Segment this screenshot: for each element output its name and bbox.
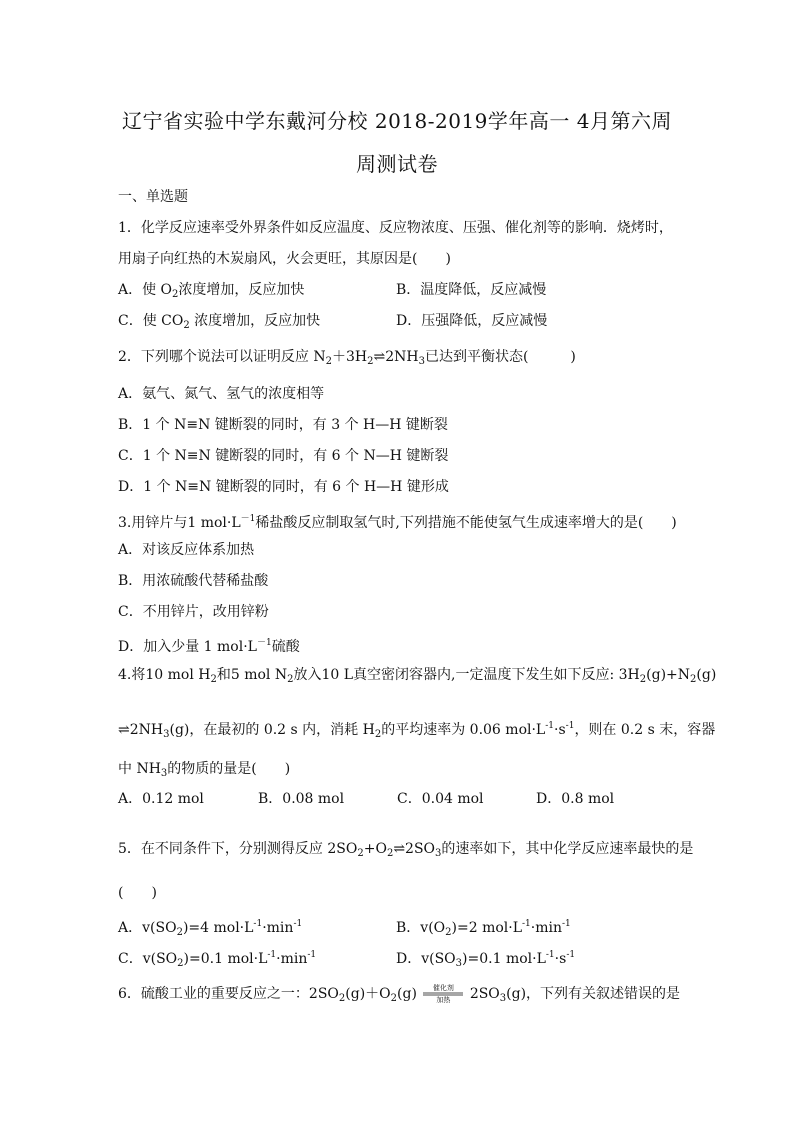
q2-option-d: D．1 个 N≡N 键断裂的同时，有 6 个 H—H 键形成 <box>118 479 449 495</box>
q6-stem: 6．硫酸工业的重要反应之一：$2SO_2(g)+O_2(g)$ 催化剂 加热 $2SO_3(g)$，下列有关叙述错误的是 <box>118 984 681 1004</box>
reversible-arrow-with-catalyst <box>422 984 464 1004</box>
q1-option-a: A．使 $O_2$浓度增加，反应加快 B．温度降低，反应减慢 <box>118 282 547 300</box>
q5-option-d: D．$v(SO_3)=0.1$ $mol\cdot L^{-1}\cdot s^{-1}$ <box>396 950 576 969</box>
q4-stem-line2: $\rightleftharpoons 2NH_3(g)$，在最初的 0.2 s 内，消耗 $H_2$的平均速率为 0.06 $mol\cdot L^{-1}\cdot s^{-1}$，则在 0.2 s 末，容器 <box>118 721 716 740</box>
q4-option-b: B．0.08 mol <box>258 791 345 807</box>
q4-stem-line3: 中 $NH_3$的物质的量是( ) <box>118 761 291 779</box>
catalyst-label: 催化剂 <box>432 984 454 992</box>
q1-stem-line2: 用扇子向红热的木炭扇风，火会更旺，其原因是( ) <box>118 251 451 267</box>
heating-label: 加热 <box>436 996 451 1004</box>
q3-option-a: A．对该反应体系加热 <box>118 542 255 558</box>
q5-stem: 5．在不同条件下，分别测得反应 $2SO_2+O_2\rightleftharpoons 2SO_3$的速率如下，其中化学反应速率最快的是 <box>118 841 694 859</box>
q4-option-d: D．0.8 mol <box>536 791 615 807</box>
q1-option-c: C．使 $CO_2$ 浓度增加，反应加快 D．压强降低，反应减慢 <box>118 313 548 331</box>
section-heading: 一、单选题 <box>118 189 188 205</box>
exam-title-line1: 辽宁省实验中学东戴河分校 2018-2019学年高一 4月第六周 <box>122 109 672 133</box>
q3-stem: 3.用锌片与1 $mol\cdot L^{-1}$稀盐酸反应制取氢气时,下列措施不能使氢气生成速率增大的是( ) <box>118 514 677 531</box>
q3-option-d: D．加入少量 1 $mol\cdot L^{-1}$硫酸 <box>118 638 300 655</box>
q5-option-a: A．$v(SO_2)=4$ $mol\cdot L^{-1}\cdot\min^{-1}$ B．$v(O_2)=2$ $mol\cdot L^{-1}\cdot\min^{-1}$ <box>118 915 302 942</box>
q1-stem-line1: 1．化学反应速率受外界条件如反应温度、反应物浓度、压强、催化剂等的影响．烧烤时， <box>118 220 673 236</box>
q5-answer-paren: ( ) <box>118 885 157 901</box>
q5-option-c: C．$v(SO_2)=0.1$ $mol\cdot L^{-1}\cdot\min^{-1}$ D．$v(SO_3)=0.1$ $mol\cdot L^{-1}\cdot s^{-1}$ <box>118 946 316 973</box>
q2-option-b: B．1 个 N≡N 键断裂的同时，有 3 个 H—H 键断裂 <box>118 417 448 433</box>
q3-option-b: B．用浓硫酸代替稀盐酸 <box>118 573 269 589</box>
q3-option-c: C．不用锌片，改用锌粉 <box>118 604 269 620</box>
q4-stem-line1: 4.将10 mol $H_2$和5 mol $N_2$放入10 L真空密闭容器内,一定温度下发生如下反应: $3H_2(g)+N_2(g)$ <box>118 667 717 685</box>
q4-option-a: A．0.12 mol <box>118 791 204 807</box>
q4-options <box>118 790 615 808</box>
q5-option-b: B．$v(O_2)=2$ $mol\cdot L^{-1}\cdot\min^{-1}$ <box>396 919 571 938</box>
q2-stem: 2．下列哪个说法可以证明反应 $N_2+3H_2\rightleftharpoons 2NH_3$已达到平衡状态( ) <box>118 349 576 367</box>
q1-option-d: D．压强降低，反应减慢 <box>396 313 548 329</box>
q1-option-b: B．温度降低，反应减慢 <box>396 282 547 298</box>
q2-option-a: A．氨气、氮气、氢气的浓度相等 <box>118 386 325 402</box>
q4-option-c: C．0.04 mol <box>397 791 484 807</box>
q2-option-c: C．1 个 N≡N 键断裂的同时，有 6 个 N—H 键断裂 <box>118 448 449 464</box>
exam-title-line2: 周测试卷 <box>356 152 438 176</box>
